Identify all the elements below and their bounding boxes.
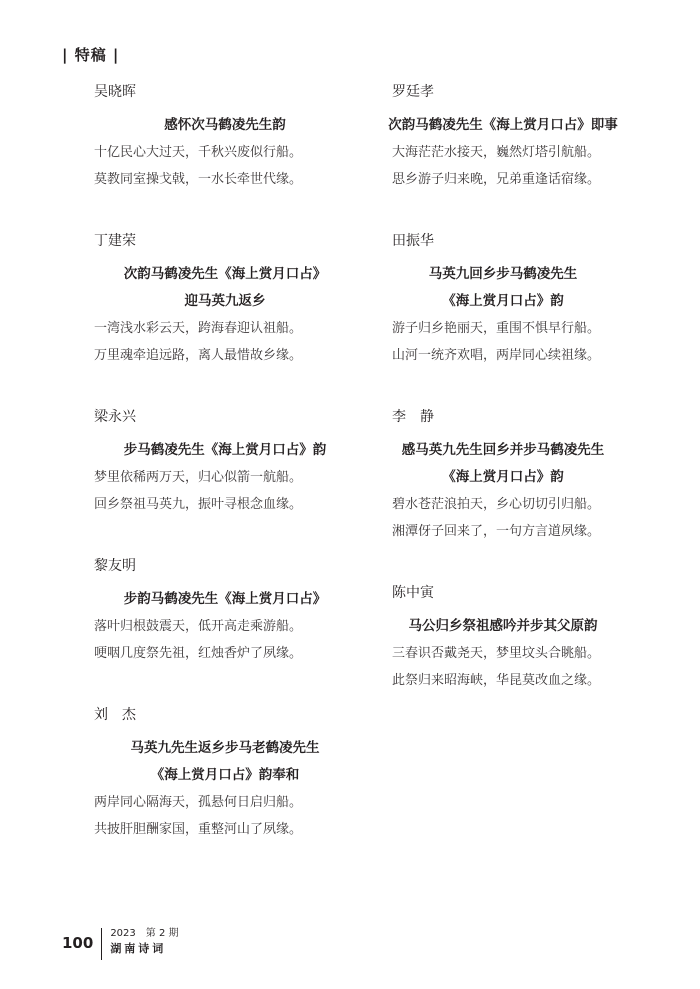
poem-title: 马英九回乡步马鹤凌先生 bbox=[428, 266, 578, 282]
footer-info bbox=[110, 926, 178, 956]
footer-divider bbox=[101, 928, 102, 960]
poem-title: 《海上赏月口占》韵 bbox=[442, 469, 564, 485]
poem-line: 落叶归根鼓震天，低开高走乘游船。 bbox=[94, 619, 303, 634]
poem-author: 田振华 bbox=[392, 233, 434, 249]
poem-line: 两岸同心隔海天，孤悬何日启归船。 bbox=[94, 795, 303, 810]
right-column bbox=[378, 82, 628, 732]
poem-line: 思乡游子归来晚，兄弟重逢话宿缘。 bbox=[392, 172, 601, 187]
poem bbox=[378, 231, 628, 369]
poem bbox=[378, 583, 628, 694]
poem-line: 回乡祭祖马英九，振叶寻根念血缘。 bbox=[94, 497, 303, 512]
poem-author: 刘 杰 bbox=[94, 707, 136, 723]
poem bbox=[80, 82, 370, 193]
journal-name: 湖南诗词 bbox=[110, 942, 167, 955]
poem-title: 《海上赏月口占》韵奉和 bbox=[150, 767, 300, 783]
poem-line: 哽咽几度祭先祖，红烛香炉了夙缘。 bbox=[94, 646, 303, 661]
poem bbox=[80, 705, 370, 843]
poem bbox=[80, 231, 370, 369]
poem-author: 吴晓晖 bbox=[94, 84, 136, 100]
poem-line: 山河一统齐欢唱，两岸同心续祖缘。 bbox=[392, 348, 601, 363]
poem-line: 碧水苍茫浪拍天，乡心切切引归船。 bbox=[392, 497, 601, 512]
poem-line: 万里魂牵追远路，离人最惜故乡缘。 bbox=[94, 348, 303, 363]
poem-author: 李 静 bbox=[392, 409, 434, 425]
poem bbox=[378, 82, 628, 193]
left-column bbox=[80, 82, 370, 881]
issue-label: 2023 第 2 期 bbox=[110, 928, 179, 939]
page-footer bbox=[62, 926, 178, 962]
section-tag: | 特稿 | bbox=[62, 46, 120, 64]
page-number: 100 bbox=[62, 934, 94, 952]
poem-line: 十亿民心大过天，千秋兴废似行船。 bbox=[94, 145, 303, 160]
poem-title: 《海上赏月口占》韵 bbox=[442, 293, 564, 309]
poem-author: 丁建荣 bbox=[94, 233, 136, 249]
poem-line: 莫教同室操戈戟，一水长牵世代缘。 bbox=[94, 172, 303, 187]
poem-line: 共披肝胆酬家国，重整河山了夙缘。 bbox=[94, 822, 303, 837]
poem-line: 游子归乡艳丽天，重围不惧早行船。 bbox=[392, 321, 601, 336]
poem-line: 三春识否戴尧天，梦里坟头合眺船。 bbox=[392, 646, 601, 661]
poem bbox=[80, 556, 370, 667]
poem-title: 次韵马鹤凌先生《海上赏月口占》 bbox=[123, 266, 327, 282]
poem-author: 罗廷孝 bbox=[392, 84, 434, 100]
poem-title: 马公归乡祭祖感吟并步其父原韵 bbox=[408, 618, 598, 634]
poem-title: 感马英九先生回乡并步马鹤凌先生 bbox=[401, 442, 605, 458]
poem-author: 陈中寅 bbox=[392, 585, 434, 601]
poem bbox=[80, 407, 370, 518]
poem-author: 梁永兴 bbox=[94, 409, 136, 425]
poem-line: 此祭归来昭海峡，华昆莫改血之缘。 bbox=[392, 673, 601, 688]
poem-line: 大海茫茫水接天，巍然灯塔引航船。 bbox=[392, 145, 601, 160]
poem-title: 感怀次马鹤凌先生韵 bbox=[164, 117, 286, 133]
poem-title: 步韵马鹤凌先生《海上赏月口占》 bbox=[123, 591, 327, 607]
poem-title: 步马鹤凌先生《海上赏月口占》韵 bbox=[123, 442, 327, 458]
poem-title: 次韵马鹤凌先生《海上赏月口占》即事 bbox=[388, 117, 618, 133]
poem-author: 黎友明 bbox=[94, 558, 136, 574]
poem-line: 湘潭伢子回来了，一句方言道夙缘。 bbox=[392, 524, 601, 539]
poem-line: 梦里依稀两万天，归心似箭一航船。 bbox=[94, 470, 303, 485]
poem bbox=[378, 407, 628, 545]
poem-line: 一湾浅水彩云天，跨海春迎认祖船。 bbox=[94, 321, 303, 336]
poem-title: 迎马英九返乡 bbox=[184, 293, 266, 309]
poem-title: 马英九先生返乡步马老鹤凌先生 bbox=[130, 740, 320, 756]
